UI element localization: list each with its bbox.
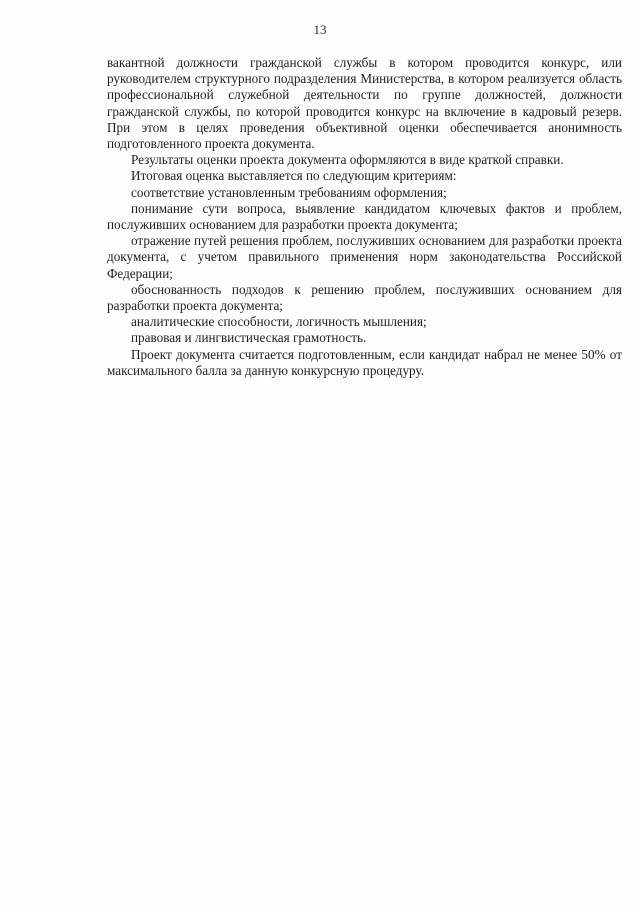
document-body xyxy=(107,55,622,379)
criterion-solutions: отражение путей решения проблем, послуживших основанием для разработки проекта документа, с учетом правильного применения норм законодательства Российской Федерации; xyxy=(107,233,622,281)
criterion-literacy: правовая и лингвистическая грамотность. xyxy=(131,330,367,346)
paragraph-criteria-intro: Итоговая оценка выставляется по следующим критериям: xyxy=(131,168,457,184)
criterion-analytical: аналитические способности, логичность мышления; xyxy=(131,314,427,330)
paragraph-pass-threshold: Проект документа считается подготовленным, если кандидат набрал не менее 50% от максимального балла за данную конкурсную процедуру. xyxy=(107,346,622,378)
criterion-understanding: понимание сути вопроса, выявление кандидатом ключевых фактов и проблем, послуживших основанием для разработки проекта документа; xyxy=(107,200,622,233)
paragraph-results-format: Результаты оценки проекта документа оформляются в виде краткой справки. xyxy=(131,152,564,168)
paragraph-vacancy-evaluator: вакантной должности гражданской службы в котором проводится конкурс, или руководителем структурного подразделения Министерства, в котором реализуется область профессиональной служебной деятельности по группе должностей, должности гражданской службы, по которой проводится конкурс на включение в кадровый резерв. При этом в целях проведения объективной оценки обеспечивается анонимность подготовленного проекта документа. xyxy=(107,55,622,152)
page-number: 13 xyxy=(313,22,327,37)
criterion-formatting: соответствие установленным требованиям оформления; xyxy=(131,184,447,200)
criterion-justification: обоснованность подходов к решению проблем, послуживших основанием для разработки проекта документа; xyxy=(107,281,622,314)
